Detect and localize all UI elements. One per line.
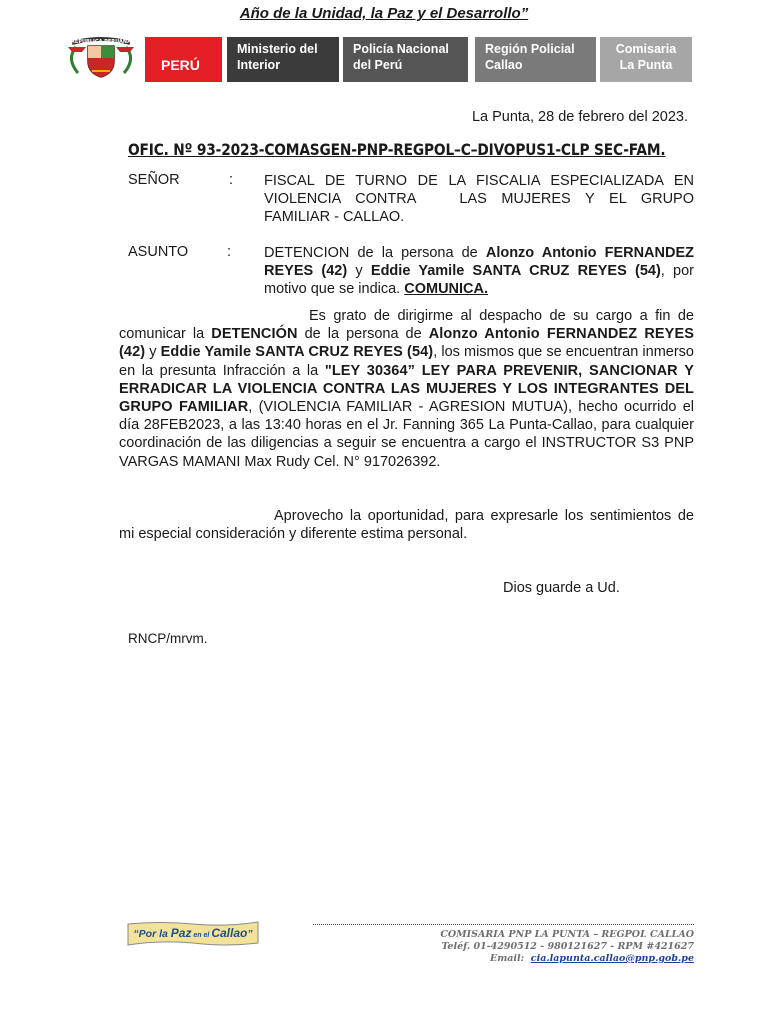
comunica-keyword: COMUNICA. [404, 281, 489, 298]
header-comisaria-box [600, 37, 692, 82]
slogan-banner [126, 921, 260, 947]
header-policia-box [343, 37, 468, 82]
header-peru-label: PERÚ [161, 57, 200, 73]
footer-email-row [314, 953, 694, 964]
header-region-line2: Callao [485, 57, 523, 72]
senor-line1: FISCAL DE TURNO DE LA FISCALIA ESPECIALIZADA EN [264, 173, 694, 189]
peru-coat-of-arms-icon [62, 33, 140, 81]
header-comisaria-line2: La Punta [619, 57, 673, 72]
header-ministerio-line1: Ministerio del [237, 42, 318, 56]
body-paragraph-2: Aprovecho la oportunidad, para expresarle los sentimientos de mi especial consideración y diferente estima personal. [119, 508, 694, 543]
letter-date: La Punta, 28 de febrero del 2023. [471, 109, 688, 125]
closing-greeting: Dios guarde a Ud. [503, 580, 620, 596]
slogan-text: “Por la Paz en el Callao” [133, 926, 253, 940]
senor-colon: : [229, 172, 234, 188]
footer-office-name: COMISARIA PNP LA PUNTA – REGPOL CALLAO [440, 929, 694, 940]
header-policia-line2: del Perú [353, 57, 403, 72]
header-ministerio-line2: Interior [237, 57, 281, 72]
asunto-label: ASUNTO [128, 244, 189, 260]
senor-label: SEÑOR [128, 172, 180, 188]
header-ministerio-box [227, 37, 339, 82]
senor-line2: VIOLENCIA CONTRA LAS MUJERES Y EL GRUPO [264, 191, 694, 208]
asunto-text: DETENCION de la persona de Alonzo Antonio FERNANDEZ REYES (42) y Eddie Yamile SANTA CRUZ REYES (54), por motivo que se indica. COMUNICA. [264, 245, 694, 298]
header-region-line1: Región Policial [485, 42, 575, 56]
senor-recipient [264, 172, 694, 227]
header-peru-box [145, 37, 222, 82]
office-reference: OFIC. Nº 93-2023-COMASGEN-PNP-REGPOL–C–DIVOPUS1-CLP SEC-FAM. [128, 140, 666, 159]
footer-phones: Teléf. 01-4290512 - 980121627 - RPM #421627 [441, 941, 694, 952]
svg-text:REPUBLICA PERUANA: REPUBLICA PERUANA [71, 39, 131, 45]
senor-line3: FAMILIAR - CALLAO. [264, 209, 405, 226]
footer-email-label: Email: [489, 953, 525, 964]
asunto-colon: : [227, 244, 232, 260]
header-comisaria-line1: Comisaria [615, 42, 677, 56]
signature-initials: RNCP/mrvm. [128, 631, 208, 646]
body-paragraph-1: Es grato de dirigirme al despacho de su cargo a fin de comunicar la DETENCIÓN de la persona de Alonzo Antonio FERNANDEZ REYES (42) y Eddie Yamile SANTA CRUZ REYES (54), los mismos que se encuentran inmerso en la presunta Infracción a la "LEY 30364” LEY PARA PREVENIR, SANCIONAR Y ERRADICAR LA VIOLENCIA CONTRA LAS MUJERES Y LOS INTEGRANTES DEL GRUPO FAMILIAR, (VIOLENCIA FAMILIAR - AGRESION MUTUA), hecho ocurrido el día 28FEB2023, a las 13:40 horas en el Jr. Fanning 365 La Punta-Callao, para cualquier coordinación de las diligencias a seguir se encuentra a cargo el INSTRUCTOR S3 PNP VARGAS MAMANI Max Rudy Cel. N° 917026392. [119, 308, 694, 470]
footer-email-link[interactable]: cia.lapunta.callao@pnp.gob.pe [530, 953, 694, 964]
footer-divider [313, 924, 694, 925]
year-title: Año de la Unidad, la Paz y el Desarrollo” [239, 5, 529, 22]
header-region-box [475, 37, 596, 82]
header-policia-line1: Policía Nacional [353, 42, 449, 56]
